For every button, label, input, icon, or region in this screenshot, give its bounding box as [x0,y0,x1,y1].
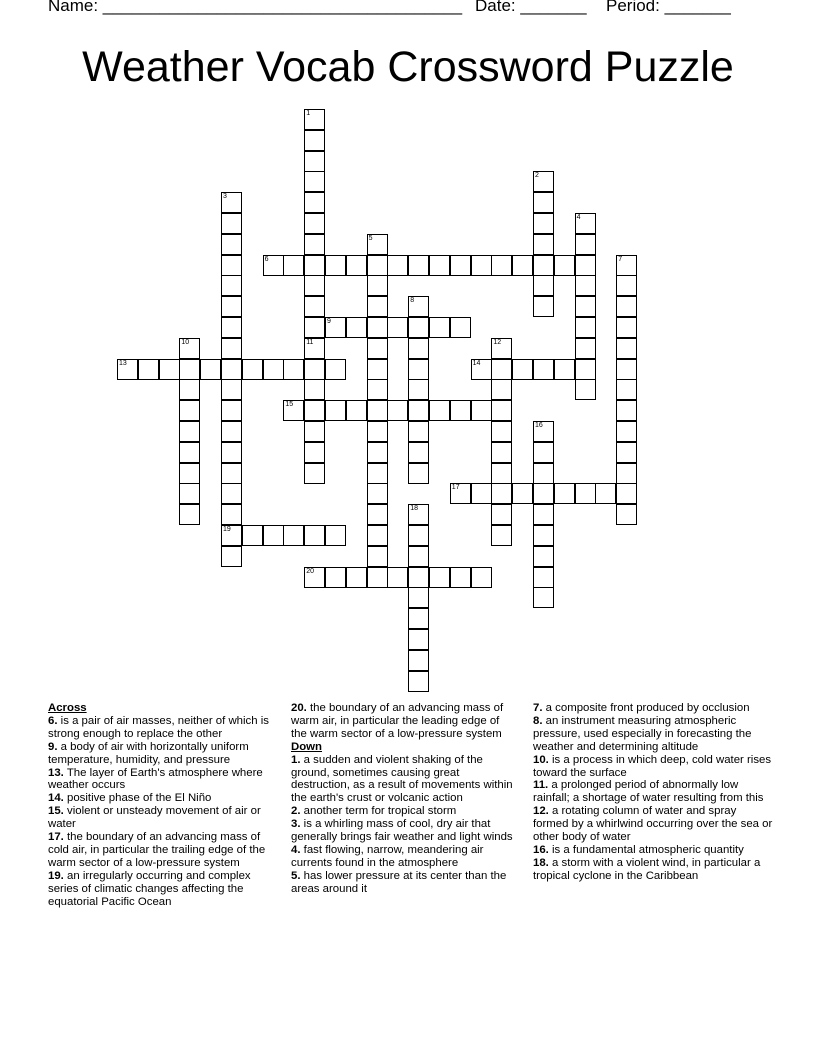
grid-cell[interactable] [575,213,596,234]
grid-cell[interactable] [179,400,200,421]
grid-cell[interactable] [491,525,512,546]
grid-cell[interactable] [616,317,637,338]
grid-cell[interactable] [533,504,554,525]
grid-cell[interactable] [367,442,388,463]
clue-down-2: 2. another term for tropical storm [291,805,457,818]
grid-cell[interactable] [533,296,554,317]
grid-cell[interactable] [304,442,325,463]
clue-number: 17 [451,484,460,492]
grid-cell[interactable] [533,275,554,296]
grid-cell[interactable] [221,275,242,296]
across-heading: Across [48,702,87,714]
grid-cell[interactable] [429,567,450,588]
clue-down-10: 10. is a process in which deep, cold water rises toward the surface [533,753,772,779]
clue-column-3 [533,702,773,883]
clue-number: 6 [264,255,269,263]
clue-down-11: 11. a prolonged period of abnormally low rainfall; a shortage of water resulting from this [533,779,764,805]
grid-cell[interactable] [616,296,637,317]
clue-down-16: 16. is a fundamental atmospheric quantity [533,843,744,856]
grid-cell[interactable] [367,525,388,546]
grid-cell[interactable] [533,234,554,255]
clue-number: 7 [618,255,623,263]
grid-cell[interactable] [408,296,429,317]
grid-cell[interactable] [304,463,325,484]
grid-cell[interactable] [283,400,304,421]
grid-cell[interactable] [304,567,325,588]
grid-cell[interactable] [554,359,575,380]
page-title: Weather Vocab Crossword Puzzle [82,43,734,91]
grid-cell[interactable] [263,255,284,276]
grid-cell[interactable] [367,296,388,317]
grid-cell[interactable] [512,359,533,380]
grid-cell[interactable] [221,234,242,255]
grid-cell[interactable] [491,463,512,484]
grid-cell[interactable] [491,379,512,400]
grid-cell[interactable] [346,255,367,276]
grid-cell[interactable] [408,463,429,484]
grid-cell[interactable] [367,338,388,359]
grid-cell[interactable] [304,130,325,151]
grid-cell[interactable] [387,317,408,338]
clue-column-1 [48,702,280,909]
grid-cell[interactable] [408,567,429,588]
grid-cell[interactable] [367,379,388,400]
grid-cell[interactable] [304,400,325,421]
grid-cell[interactable] [429,255,450,276]
grid-cell[interactable] [387,255,408,276]
grid-cell[interactable] [575,255,596,276]
grid-cell[interactable] [512,483,533,504]
clue-number: 2 [535,172,539,180]
grid-cell[interactable] [304,338,325,359]
grid-cell[interactable] [138,359,159,380]
grid-cell[interactable] [616,255,637,276]
grid-cell[interactable] [221,255,242,276]
clue-number: 19 [223,526,231,533]
grid-cell[interactable] [491,338,512,359]
grid-cell[interactable] [491,255,512,276]
grid-cell[interactable] [117,359,138,380]
grid-cell[interactable] [179,379,200,400]
clue-number: 8 [410,297,415,305]
grid-cell[interactable] [367,234,388,255]
clue-across-9: 9. a body of air with horizontally uniform temperature, humidity, and pressure [48,740,249,766]
grid-cell[interactable] [408,255,429,276]
grid-cell[interactable] [304,379,325,400]
clue-number: 14 [472,359,481,367]
grid-cell[interactable] [408,525,429,546]
grid-cell[interactable] [304,192,325,213]
grid-cell[interactable] [408,629,429,650]
grid-cell[interactable] [346,317,367,338]
grid-cell[interactable] [533,463,554,484]
clue-number: 13 [119,359,127,367]
down-heading: Down [291,740,323,753]
grid-cell[interactable] [408,338,429,359]
grid-cell[interactable] [221,213,242,234]
grid-cell[interactable] [616,442,637,463]
grid-cell[interactable] [450,400,471,421]
grid-cell[interactable] [221,359,242,380]
grid-cell[interactable] [575,359,596,380]
clue-number: 16 [535,422,543,429]
grid-cell[interactable] [325,255,346,276]
clue-down-1: 1. a sudden and violent shaking of the ground, sometimes causing great destruction, as a result of movements within the earth's crust or volcanic action [291,753,513,805]
clue-down-7: 7. a composite front produced by occlusion [533,702,750,714]
grid-cell[interactable] [429,317,450,338]
grid-cell[interactable] [450,317,471,338]
grid-cell[interactable] [450,567,471,588]
clue-down-12: 12. a rotating column of water and spray formed by a whirlwind occurring over the sea or other body of water [533,805,773,844]
grid-cell[interactable] [554,483,575,504]
grid-cell[interactable] [304,171,325,192]
clue-number: 12 [493,338,502,346]
grid-cell[interactable] [179,359,200,380]
grid-cell[interactable] [263,359,284,380]
grid-cell[interactable] [242,525,263,546]
grid-cell[interactable] [575,296,596,317]
grid-cell[interactable] [554,255,575,276]
grid-cell[interactable] [616,359,637,380]
grid-cell[interactable] [491,442,512,463]
date-field[interactable]: Date: _______ [475,0,587,15]
clue-number: 20 [306,567,314,575]
grid-cell[interactable] [450,483,471,504]
grid-cell[interactable] [221,296,242,317]
grid-cell[interactable] [367,275,388,296]
grid-cell[interactable] [533,587,554,608]
grid-cell[interactable] [616,421,637,442]
grid-cell[interactable] [304,255,325,276]
grid-cell[interactable] [616,463,637,484]
clue-across-13: 13. The layer of Earth's atmosphere where weather occurs [48,766,263,792]
grid-cell[interactable] [491,359,512,380]
grid-cell[interactable] [450,255,471,276]
grid-cell[interactable] [325,525,346,546]
grid-cell[interactable] [367,546,388,567]
grid-cell[interactable] [221,483,242,504]
grid-cell[interactable] [221,192,242,213]
grid-cell[interactable] [221,338,242,359]
clue-across-20: 20. the boundary of an advancing mass of warm air, in particular the leading edge of the warm sector of a low-pressure system [291,702,504,740]
clue-down-3: 3. is a whirling mass of cool, dry air that generally brings fair weather and light winds [291,818,513,844]
grid-cell[interactable] [408,400,429,421]
grid-cell[interactable] [179,463,200,484]
period-field[interactable]: Period: _______ [606,0,731,15]
grid-cell[interactable] [575,338,596,359]
grid-cell[interactable] [325,359,346,380]
grid-cell[interactable] [367,255,388,276]
grid-cell[interactable] [491,421,512,442]
grid-cell[interactable] [221,546,242,567]
grid-cell[interactable] [408,671,429,692]
clue-number: 1 [306,110,311,117]
grid-cell[interactable] [533,483,554,504]
grid-cell[interactable] [387,400,408,421]
clue-across-19: 19. an irregularly occurring and complex series of climatic changes affecting the equatorial Pacific Ocean [48,869,251,908]
grid-cell[interactable] [408,587,429,608]
grid-cell[interactable] [283,359,304,380]
clue-number: 3 [223,193,227,201]
grid-cell[interactable] [491,400,512,421]
grid-cell[interactable] [533,442,554,463]
clue-down-5: 5. has lower pressure at its center than the areas around it [291,869,507,895]
grid-cell[interactable] [616,379,637,400]
grid-cell[interactable] [346,400,367,421]
grid-cell[interactable] [304,296,325,317]
clue-column-2 [291,702,513,896]
grid-cell[interactable] [616,504,637,525]
clue-down-8: 8. an instrument measuring atmospheric pressure, used especially in forecasting the weather and determining altitude [533,714,752,753]
grid-cell[interactable] [575,379,596,400]
clue-down-18: 18. a storm with a violent wind, in particular a tropical cyclone in the Caribbean [533,856,761,882]
grid-cell[interactable] [283,525,304,546]
clue-down-4: 4. fast flowing, narrow, meandering air currents found in the atmosphere [291,843,484,869]
grid-cell[interactable] [491,483,512,504]
grid-cell[interactable] [304,421,325,442]
grid-cell[interactable] [242,359,263,380]
grid-cell[interactable] [221,400,242,421]
grid-cell[interactable] [200,359,221,380]
grid-cell[interactable] [367,317,388,338]
grid-cell[interactable] [595,483,616,504]
grid-cell[interactable] [367,567,388,588]
grid-cell[interactable] [408,379,429,400]
grid-cell[interactable] [367,504,388,525]
grid-cell[interactable] [408,421,429,442]
grid-cell[interactable] [533,213,554,234]
grid-cell[interactable] [408,504,429,525]
grid-cell[interactable] [263,525,284,546]
grid-cell[interactable] [304,317,325,338]
clue-number: 11 [306,338,314,346]
grid-cell[interactable] [533,192,554,213]
grid-cell[interactable] [179,421,200,442]
grid-cell[interactable] [367,359,388,380]
grid-cell[interactable] [575,317,596,338]
clue-across-17: 17. the boundary of an advancing mass of cold air, in particular the trailing edge of the warm sector of a low-pressure system [48,831,266,869]
grid-cell[interactable] [283,255,304,276]
grid-cell[interactable] [533,171,554,192]
grid-cell[interactable] [179,338,200,359]
grid-cell[interactable] [533,255,554,276]
grid-cell[interactable] [408,359,429,380]
grid-cell[interactable] [325,317,346,338]
grid-cell[interactable] [367,483,388,504]
grid-cell[interactable] [533,546,554,567]
grid-cell[interactable] [533,421,554,442]
grid-cell[interactable] [616,483,637,504]
clue-number: 5 [368,234,373,242]
clue-number: 18 [410,505,418,513]
grid-cell[interactable] [533,359,554,380]
grid-cell[interactable] [471,359,492,380]
grid-cell[interactable] [367,421,388,442]
grid-cell[interactable] [367,463,388,484]
grid-cell[interactable] [429,400,450,421]
grid-cell[interactable] [221,525,242,546]
grid-cell[interactable] [179,504,200,525]
grid-cell[interactable] [533,525,554,546]
grid-cell[interactable] [221,379,242,400]
grid-cell[interactable] [512,255,533,276]
grid-cell[interactable] [325,400,346,421]
grid-cell[interactable] [387,567,408,588]
clue-across-14: 14. positive phase of the El Niño [48,792,212,805]
grid-cell[interactable] [471,255,492,276]
clue-number: 15 [285,401,294,409]
grid-cell[interactable] [221,442,242,463]
clue-number: 9 [327,318,331,325]
clue-across-15: 15. violent or unsteady movement of air or water [48,805,261,831]
grid-cell[interactable] [408,546,429,567]
grid-cell[interactable] [304,525,325,546]
grid-cell[interactable] [221,504,242,525]
clue-number: 4 [576,214,581,221]
grid-cell[interactable] [179,442,200,463]
grid-cell[interactable] [221,463,242,484]
clue-across-6: 6. is a pair of air masses, neither of which is strong enough to replace the other [48,714,269,740]
grid-cell[interactable] [575,483,596,504]
grid-cell[interactable] [616,275,637,296]
clue-number: 10 [181,338,190,346]
grid-cell[interactable] [367,400,388,421]
grid-cell[interactable] [221,317,242,338]
grid-cell[interactable] [491,504,512,525]
grid-cell[interactable] [304,151,325,172]
grid-cell[interactable] [159,359,180,380]
grid-cell[interactable] [408,608,429,629]
grid-cell[interactable] [408,442,429,463]
grid-cell[interactable] [346,567,367,588]
grid-cell[interactable] [471,567,492,588]
grid-cell[interactable] [179,483,200,504]
grid-cell[interactable] [533,567,554,588]
grid-cell[interactable] [221,421,242,442]
grid-cell[interactable] [616,338,637,359]
grid-cell[interactable] [616,400,637,421]
grid-cell[interactable] [304,275,325,296]
grid-cell[interactable] [575,234,596,255]
grid-cell[interactable] [471,400,492,421]
grid-cell[interactable] [408,650,429,671]
grid-cell[interactable] [575,275,596,296]
name-field[interactable]: Name: ______________________________________ [48,0,463,15]
grid-cell[interactable] [304,213,325,234]
grid-cell[interactable] [304,109,325,130]
grid-cell[interactable] [325,567,346,588]
grid-cell[interactable] [304,359,325,380]
grid-cell[interactable] [408,317,429,338]
grid-cell[interactable] [471,483,492,504]
grid-cell[interactable] [304,234,325,255]
